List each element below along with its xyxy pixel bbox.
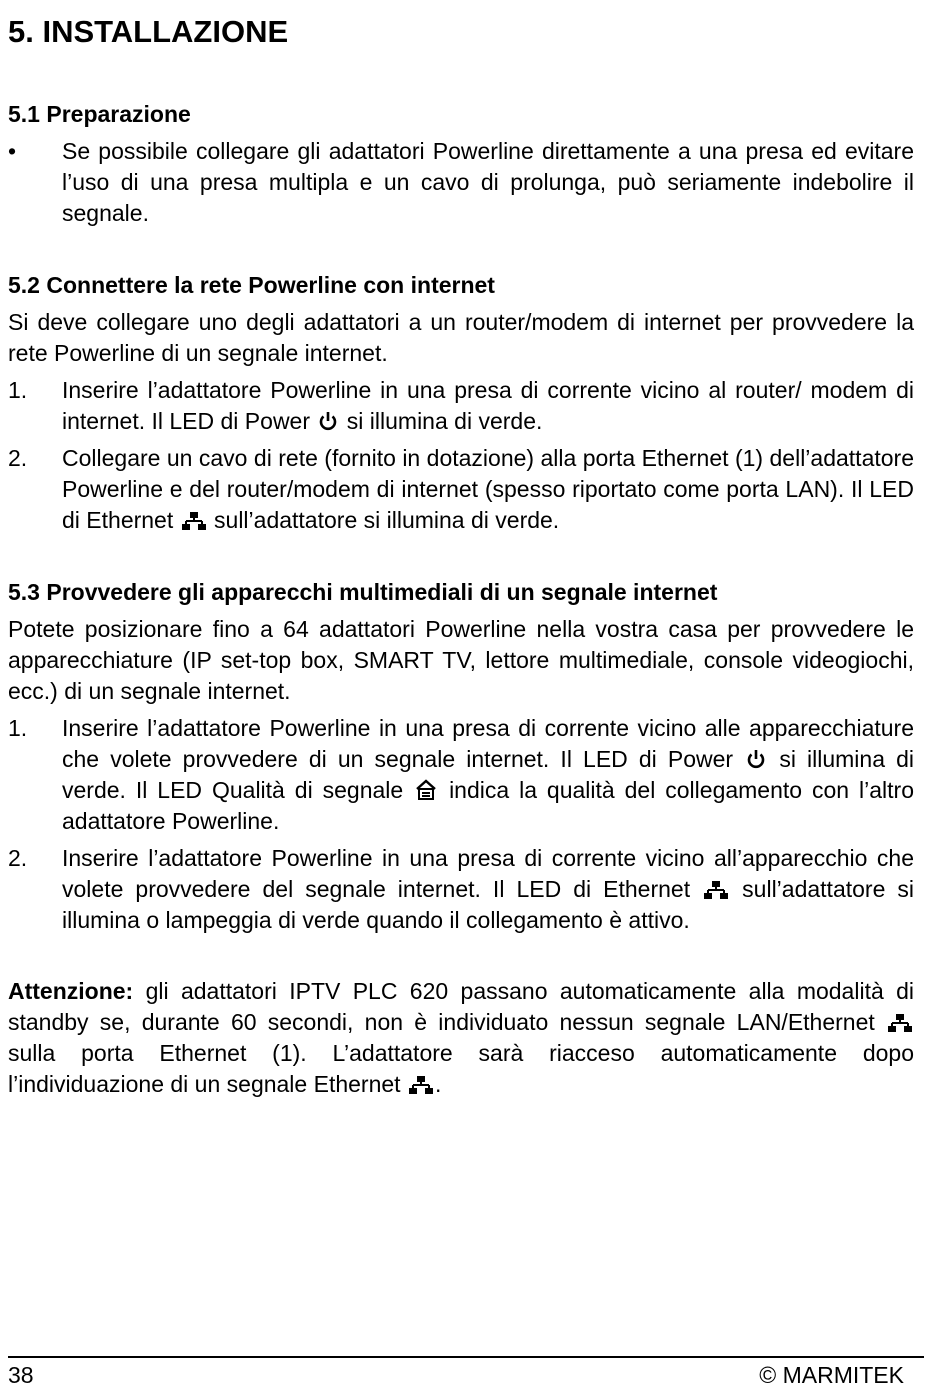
list-item bbox=[8, 713, 914, 837]
item-text: Inserire l’adattatore Powerline in una presa di corrente vicino alle apparecchiature che volete provvedere di un segnale internet. Il LED di Power si illumina di verde. Il LED Qualità di segnale indica la qualità del collegamento con l’altro adattatore Powerline. bbox=[62, 715, 915, 834]
item-text: Inserire l’adattatore Powerline in una presa di corrente vicino al router/ modem di internet. Il LED di Power si illumina di verde. bbox=[62, 377, 914, 434]
list-item bbox=[8, 375, 914, 437]
section-intro: Potete posizionare fino a 64 adattatori Powerline nella vostra casa per provvedere le apparecchiature (IP set-top box, SMART TV, lettore multimediale, console videogiochi, ecc.) di un segnale internet. bbox=[8, 616, 914, 704]
item-number: 2. bbox=[8, 445, 28, 471]
ethernet-icon bbox=[409, 1075, 433, 1095]
page-number: 38 bbox=[8, 1362, 34, 1388]
footer-brand: © MARMITEK bbox=[759, 1362, 904, 1388]
item-text: Inserire l’adattatore Powerline in una presa di corrente vicino all’apparecchio che volete provvedere del segnale internet. Il LED di Ethernet sull’adattatore si illumina o lampeggia di verde quando il collegamento è attivo. bbox=[62, 845, 915, 933]
page-title: 5. INSTALLAZIONE bbox=[8, 14, 289, 49]
attention-label: Attenzione: bbox=[8, 978, 134, 1004]
bullet-marker: • bbox=[8, 138, 17, 164]
list-item bbox=[8, 443, 914, 536]
section-connettere bbox=[8, 269, 914, 536]
section-heading: 5.1 Preparazione bbox=[8, 101, 191, 127]
item-text: Collegare un cavo di rete (fornito in dotazione) alla porta Ethernet (1) dell’adattatore Powerline e del router/modem di internet (spesso riportato come porta LAN). Il LED di Ethernet sull’adattatore si illumina di verde. bbox=[62, 445, 914, 533]
ethernet-icon bbox=[888, 1013, 912, 1033]
item-number: 1. bbox=[8, 715, 28, 741]
power-icon bbox=[746, 748, 766, 770]
signal-quality-icon bbox=[415, 779, 437, 801]
item-number: 1. bbox=[8, 377, 28, 403]
ethernet-icon bbox=[704, 880, 728, 900]
power-icon bbox=[318, 410, 338, 432]
list-item bbox=[8, 843, 914, 936]
section-heading: 5.2 Connettere la rete Powerline con internet bbox=[8, 272, 495, 298]
list-item bbox=[8, 136, 914, 229]
attention-note: Attenzione: gli adattatori IPTV PLC 620 passano automaticamente alla modalità di standby se, durante 60 secondi, non è individuato nessun segnale LAN/Ethernet sulla porta Ethernet (1). L’adattatore sarà riacceso automaticamente dopo l’individuazione di un segnale Ethernet . bbox=[8, 978, 915, 1097]
section-heading: 5.3 Provvedere gli apparecchi multimediali di un segnale internet bbox=[8, 579, 718, 605]
page-footer bbox=[8, 1360, 904, 1390]
section-preparazione bbox=[8, 98, 914, 229]
item-number: 2. bbox=[8, 845, 28, 871]
section-multimediali bbox=[8, 576, 914, 936]
ethernet-icon bbox=[182, 511, 206, 531]
footer-rule bbox=[8, 1356, 924, 1358]
manual-page bbox=[8, 12, 914, 1100]
section-intro: Si deve collegare uno degli adattatori a un router/modem di internet per provvedere la rete Powerline di un segnale internet. bbox=[8, 309, 914, 366]
bullet-text: Se possibile collegare gli adattatori Powerline direttamente a una presa ed evitare l’uso di una presa multipla e un cavo di prolunga, può seriamente indebolire il segnale. bbox=[62, 138, 914, 226]
